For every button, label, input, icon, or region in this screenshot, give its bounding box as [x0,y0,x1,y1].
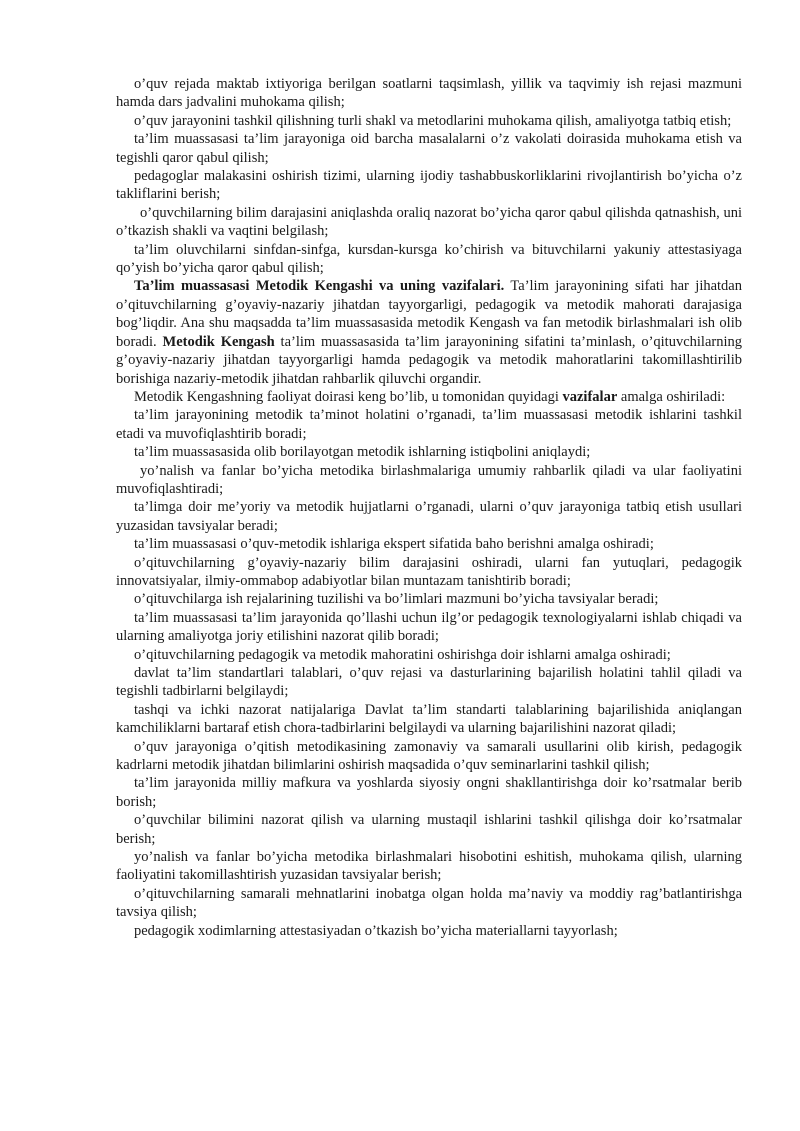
paragraph-text: Metodik Kengashning faoliyat doirasi keng bo’lib, u tomonidan quyidagi [134,388,563,405]
duty-item: ta’lim jarayonining metodik ta’minot holatini o’rganadi, ta’lim muassasasi metodik ishlarini tashkil etadi va muvofiqlashtirib boradi; [116,407,742,442]
bold-term: Metodik Kengash [162,333,275,350]
kengash-paragraph [116,277,742,387]
duty-item: o’quvchilar bilimini nazorat qilish va ularning mustaqil ishlarini tashkil qilishga doir ko’rsatmalar berish; [116,812,742,847]
duty-item: ta’lim muassasasi o’quv-metodik ishlariga ekspert sifatida baho berishni amalga oshiradi; [134,536,654,553]
paragraph-text: ta’lim muassasasida ta’lim jarayonining sifatini ta’minlash, o’qituvchilarning g’oyaviy-nazariy jihatdan tayyorgarligi hamda pedagogik va metodik mahoratlarini takomillashtirilib borishiga nazariy-metodik jihatdan rahbarlik qiluvchi organdir. [116,333,743,387]
paragraph: ta’lim oluvchilarni sinfdan-sinfga, kursdan-kursga ko’chirish va bituvchilarni yakuniy attestasiyaga qo’yish bo’yicha qaror qabul qilish; [116,241,742,277]
paragraph: o’quvchilarning bilim darajasini aniqlashda oraliq nazorat bo’yicha qaror qabul qilishda qatnashish, uni o’tkazish shakli va vaqtini belgilash; [116,204,742,240]
paragraph: o’quv jarayonini tashkil qilishning turli shakl va metodlarini muhokama qilish, amaliyotga tatbiq etish; [134,112,732,129]
document-page [116,75,742,940]
duty-item: tashqi va ichki nazorat natijalariga Davlat ta’lim standarti talablarining bajarilishida aniqlangan kamchiliklarni bartaraf etish chora-tadbirlarini belgilaydi va ularning bajarilishini nazorat qiladi; [116,701,742,737]
paragraph-text: Ta’lim jarayonining sifati har jihatdan o’qituvchilarning g’oyaviy-nazariy jihatdan tayyorgarligi, pedagogik va metodik mahorati darajasiga bog’liqdir. Ana shu maqsadda ta’lim muassasasida metodik Kengash va fan metodik birlashmalari ish olib boradi. [116,278,742,350]
duty-item: davlat ta’lim standartlari talablari, o’quv rejasi va dasturlarining bajarilish holatini tahlil qiladi va tegishli tadbirlarni belgilaydi; [116,665,742,700]
bold-term: vazifalar [562,388,618,405]
paragraph-text: amalga oshiriladi: [617,388,726,405]
duty-item: ta’lim muassasasi ta’lim jarayonida qo’llashi uchun ilg’or pedagogik texnologiyalarni ishlab chiqadi va ularning amaliyotga joriy etilishini nazorat qilib boradi; [116,609,742,645]
duty-item: o’qituvchilarga ish rejalarining tuzilishi va bo’limlari mazmuni bo’yicha tavsiyalar beradi; [134,591,659,608]
duty-item: o’qituvchilarning pedagogik va metodik mahoratini oshirishga doir ishlarni amalga oshiradi; [134,646,671,663]
duty-item: o’qituvchilarning g’oyaviy-nazariy bilim darajasini oshiradi, ularni fan yutuqlari, pedagogik innovatsiyalar, ilmiy-ommabop adabiyotlar bilan muntazam tanishtirib boradi; [116,554,742,589]
duty-item: ta’lim muassasasida olib borilayotgan metodik ishlarning istiqbolini aniqlaydi; [134,444,591,461]
duty-item: o’quv jarayoniga o’qitish metodikasining zamonaviy va samarali usullarini olib kirish, pedagogik kadrlarni metodik jihatdan bilimlarini oshirish maqsadida o’quv seminarlarini tashkil qilish; [116,738,742,774]
paragraph: pedagoglar malakasini oshirish tizimi, ularning ijodiy tashabbuskorliklarini rivojlantirish bo’yicha o’z takliflarini berish; [116,168,742,203]
duty-item: ta’limga doir me’yoriy va metodik hujjatlarni o’rganadi, ularni o’quv jarayoniga tatbiq etish usullari yuzasidan tavsiyalar beradi; [116,499,742,534]
section-heading: Ta’lim muassasasi Metodik Kengashi va uning vazifalari. [134,278,505,295]
paragraph: ta’lim muassasasi ta’lim jarayoniga oid barcha masalalarni o’z vakolati doirasida muhokama etish va tegishli qaror qabul qilish; [116,131,742,166]
vazifalar-intro-paragraph [116,388,742,406]
duty-item: ta’lim jarayonida milliy mafkura va yoshlarda siyosiy ongni shakllantirishga doir ko’rsatmalar berib borish; [116,775,742,810]
duty-item: pedagogik xodimlarning attestasiyadan o’tkazish bo’yicha materiallarni tayyorlash; [134,922,618,939]
duty-item: yo’nalish va fanlar bo’yicha metodika birlashmalariga umumiy rahbarlik qiladi va ular faoliyatini muvofiqlashtiradi; [116,462,742,497]
duty-item: o’qituvchilarning samarali mehnatlarini inobatga olgan holda ma’naviy va moddiy rag’batlantirishga tavsiya qilish; [116,885,742,921]
duty-item: yo’nalish va fanlar bo’yicha metodika birlashmalari hisobotini eshitish, muhokama qilish, ularning faoliyatini takomillashtirish yuzasidan tavsiyalar berish; [116,849,742,884]
paragraph: o’quv rejada maktab ixtiyoriga berilgan soatlarni taqsimlash, yillik va taqvimiy ish rejasi mazmuni hamda dars jadvalini muhokama qilish; [116,76,742,111]
